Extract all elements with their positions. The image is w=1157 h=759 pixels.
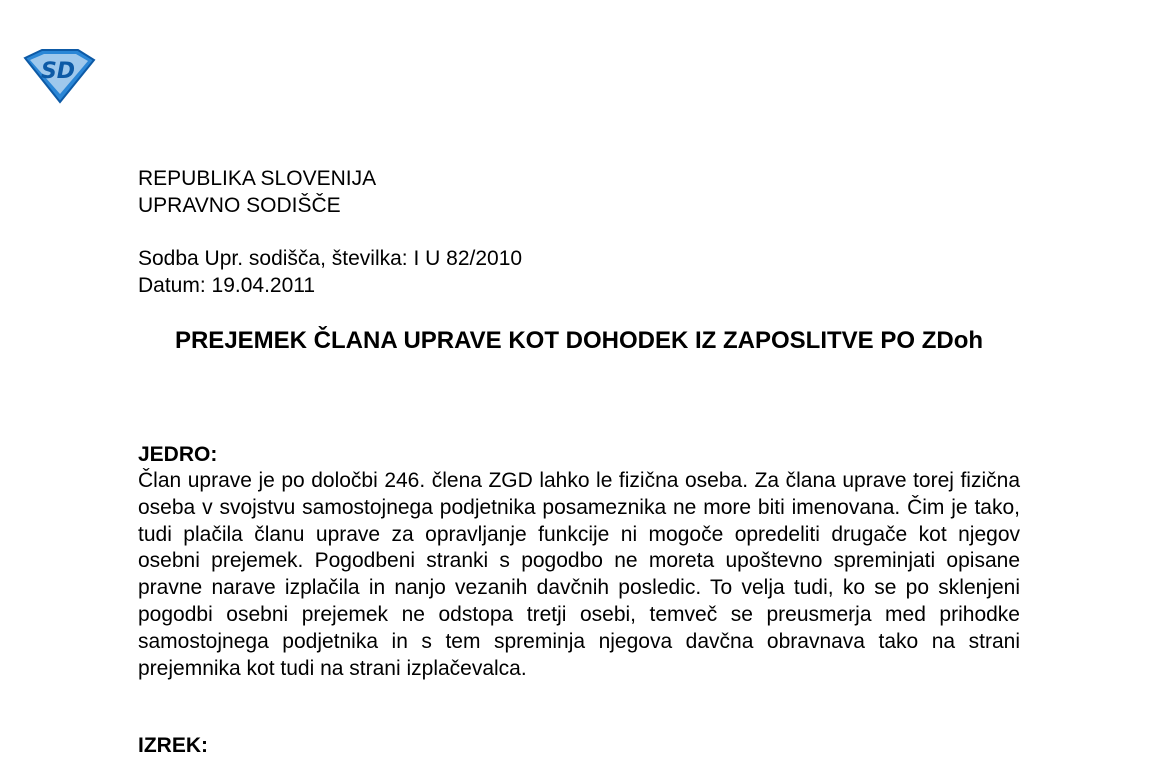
logo-text: SD	[40, 59, 76, 84]
sd-shield-icon	[22, 48, 96, 104]
jedro-text: Član uprave je po določbi 246. člena ZGD lahko le fizična oseba. Za člana uprave torej fizična oseba v svojstvu samostojnega podjetnika posameznika ne more biti imenovana. Čim je tako, tudi plačila članu uprave za opravljanje funkcije ni mogoče opredeliti drugače kot njegov osebni prejemek. Pogodbeni stranki s pogodbo ne moreta upoštevno spreminjati opisane pravne narave izplačila in nanjo vezanih davčnih posledic. To velja tudi, ko se po sklenjeni pogodbi osebni prejemek ne odstopa tretji osebi, temveč se preusmerja med prihodke samostojnega podjetnika in s tem spreminja njegova davčna obravnava tako na strani prejemnika kot tudi na strani izplačevalca.	[138, 469, 1020, 680]
country-name: REPUBLIKA SLOVENIJA	[138, 167, 377, 190]
case-reference	[138, 245, 522, 299]
case-date: Datum: 19.04.2011	[138, 274, 316, 297]
izrek-label: IZREK:	[138, 734, 208, 757]
jedro-label: JEDRO:	[138, 443, 218, 466]
case-number: Sodba Upr. sodišča, številka: I U 82/2010	[138, 247, 523, 270]
court-name: UPRAVNO SODIŠČE	[138, 194, 341, 217]
court-logo	[22, 48, 96, 104]
document-title: PREJEMEK ČLANA UPRAVE KOT DOHODEK IZ ZAPOSLITVE PO ZDoh	[174, 327, 984, 354]
court-header	[138, 165, 376, 219]
